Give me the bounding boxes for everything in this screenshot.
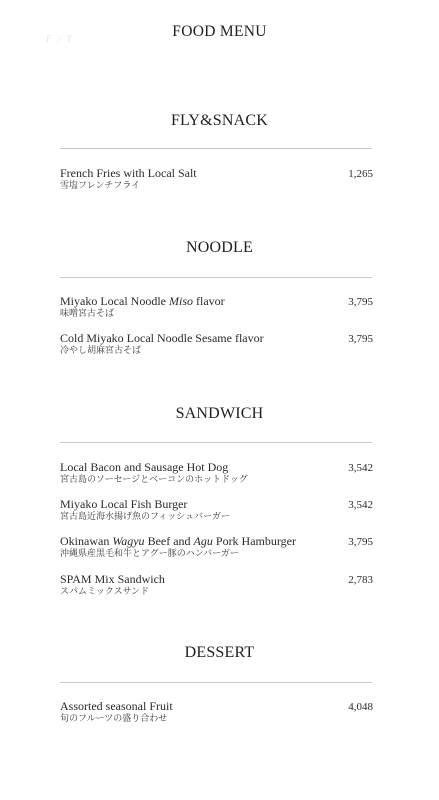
menu-item [60,460,373,485]
section-divider [60,442,372,443]
item-name: SPAM Mix Sandwich [60,572,165,586]
menu-item [60,294,373,319]
menu-item [60,331,373,356]
item-japanese-name: 味噌宮古そば [60,308,115,318]
item-price: 3,795 [348,296,373,308]
item-name: Cold Miyako Local Noodle Sesame flavor [60,331,264,345]
page-title: FOOD MENU [172,23,267,40]
item-name: Assorted seasonal Fruit [60,699,173,713]
item-japanese-name: 沖縄県産黒毛和牛とアグー豚のハンバーガー [60,548,239,558]
section-title: SANDWICH [175,405,264,422]
item-japanese-name: スパムミックスサンド [60,586,150,596]
menu-item [60,497,373,522]
menu-item [60,572,373,597]
item-japanese-name: 冷やし胡麻宮古そば [60,345,142,355]
section-dessert [0,643,439,663]
watermark-text: F / T [46,34,74,44]
section-divider [60,682,372,683]
section-fly-snack [0,111,439,131]
section-divider [60,277,372,278]
item-name: Okinawan Wagyu Beef and Agu Pork Hamburger [60,534,296,548]
menu-item [60,534,373,559]
item-price: 3,795 [348,536,373,548]
item-japanese-name: 宮古島のソーセージとベーコンのホットドッグ [60,474,248,484]
item-name: Local Bacon and Sausage Hot Dog [60,460,229,474]
item-japanese-name: 宮古島近海水揚げ魚のフィッシュバーガー [60,511,230,521]
item-price: 1,265 [348,168,373,180]
item-price: 2,783 [348,574,373,586]
section-sandwich [0,404,439,424]
menu-item [60,166,373,191]
item-japanese-name: 旬のフルーツの盛り合わせ [60,713,168,723]
section-title: DESSERT [184,644,255,661]
section-noodle [0,238,439,258]
section-title: FLY&SNACK [170,112,269,129]
item-price: 4,048 [348,701,373,713]
item-name: Miyako Local Noodle Miso flavor [60,294,225,308]
item-price: 3,795 [348,333,373,345]
item-name: Miyako Local Fish Burger [60,497,188,511]
menu-item [60,699,373,724]
item-price: 3,542 [348,462,373,474]
item-japanese-name: 雪塩フレンチフライ [60,180,141,190]
item-price: 3,542 [348,499,373,511]
section-divider [60,148,372,149]
section-title: NOODLE [186,239,253,256]
item-name: French Fries with Local Salt [60,166,197,180]
